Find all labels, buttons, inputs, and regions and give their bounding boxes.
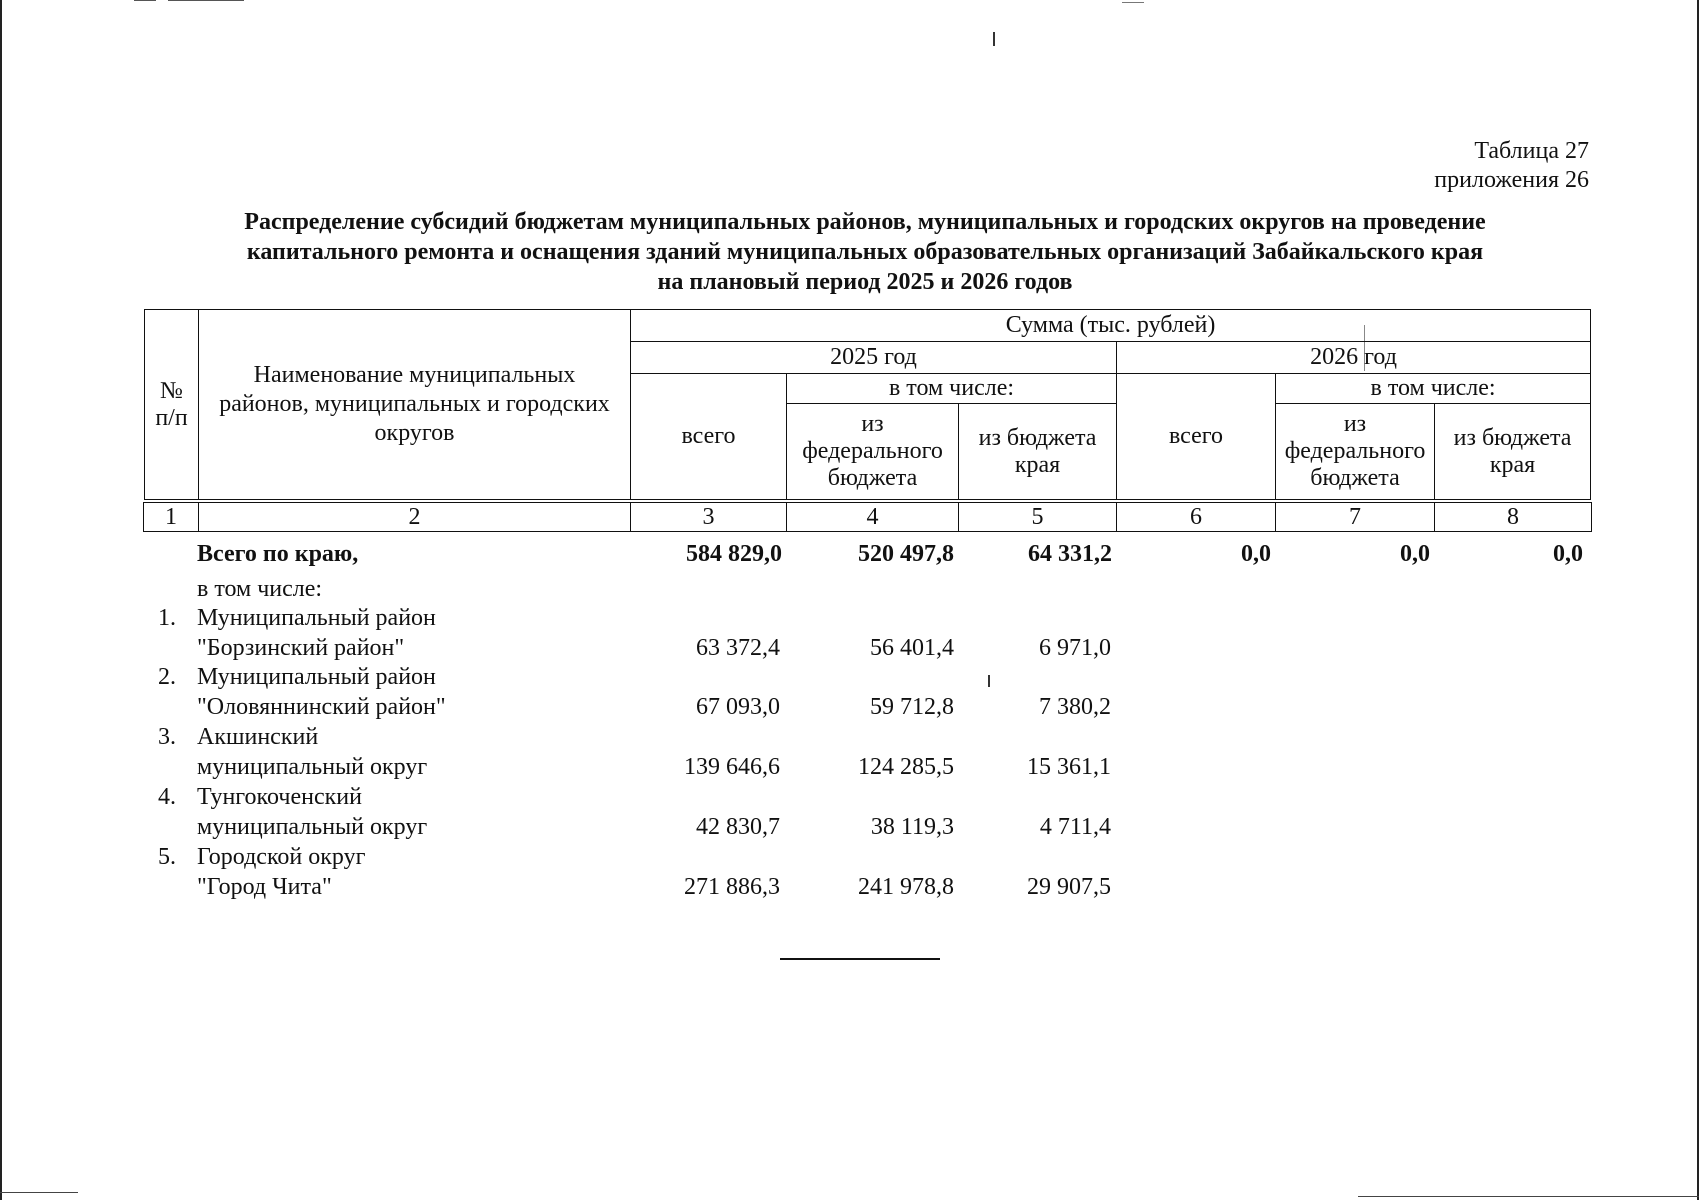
- header-regional-2025: из бюджета края: [959, 404, 1117, 500]
- row-number: 4.: [158, 784, 176, 810]
- row-name: Муниципальный район: [197, 605, 436, 631]
- row-name: муниципальный округ: [197, 814, 428, 840]
- row-number: 5.: [158, 844, 176, 870]
- row-regional: 15 361,1: [1027, 754, 1111, 780]
- totals-value: 64 331,2: [1028, 541, 1112, 567]
- row-regional: 6 971,0: [1039, 635, 1111, 661]
- table-reference: [1434, 137, 1589, 195]
- scan-border-left: [0, 0, 2, 1200]
- column-number: 8: [1435, 503, 1592, 532]
- row-number: 2.: [158, 664, 176, 690]
- scan-mark: [0, 1192, 78, 1193]
- column-number: 6: [1117, 503, 1276, 532]
- row-number: 3.: [158, 724, 176, 750]
- title-line-3: на плановый период 2025 и 2026 годов: [657, 269, 1073, 295]
- scan-speck: [993, 32, 995, 46]
- column-number: 5: [959, 503, 1117, 532]
- header-total-2025: всего: [631, 374, 787, 500]
- row-total: 271 886,3: [684, 874, 780, 900]
- header-table: [144, 309, 1591, 500]
- header-total-2026: всего: [1117, 374, 1276, 500]
- column-number: 7: [1276, 503, 1435, 532]
- row-name: Акшинский: [197, 724, 319, 750]
- totals-value: 520 497,8: [858, 541, 954, 567]
- column-number: 1: [144, 503, 199, 532]
- row-regional: 29 907,5: [1027, 874, 1111, 900]
- scan-mark: [168, 0, 244, 1]
- header-sum: Сумма (тыс. рублей): [631, 310, 1591, 342]
- row-name: Муниципальный район: [197, 664, 436, 690]
- row-name: Тунгокоченский: [197, 784, 362, 810]
- header-year-2026: 2026 год: [1117, 342, 1591, 374]
- closing-rule: [780, 958, 940, 960]
- title-line-1: Распределение субсидий бюджетам муниципальных районов, муниципальных и городских округов на проведение: [244, 209, 1486, 235]
- row-total: 63 372,4: [696, 635, 780, 661]
- row-total: 67 093,0: [696, 694, 780, 720]
- scan-mark: [1122, 2, 1144, 3]
- row-federal: 59 712,8: [870, 694, 954, 720]
- header-num: № п/п: [145, 310, 199, 500]
- header-including-2025: в том числе:: [787, 374, 1117, 404]
- totals-value: 584 829,0: [686, 541, 782, 567]
- row-federal: 124 285,5: [858, 754, 954, 780]
- column-number: 4: [787, 503, 959, 532]
- row-total: 42 830,7: [696, 814, 780, 840]
- title-line-2: капитального ремонта и оснащения зданий муниципальных образовательных организаций Забайкальского края: [246, 239, 1484, 265]
- column-number: 2: [199, 503, 631, 532]
- document-title: [140, 207, 1590, 297]
- row-name: "Оловяннинский район": [197, 694, 446, 720]
- column-number: 3: [631, 503, 787, 532]
- row-name: муниципальный округ: [197, 754, 428, 780]
- header-regional-2026: из бюджета края: [1435, 404, 1591, 500]
- scan-mark: [134, 0, 156, 1]
- header-federal-2026: из федерального бюджета: [1276, 404, 1435, 500]
- row-regional: 7 380,2: [1039, 694, 1111, 720]
- header-year-2025: 2025 год: [631, 342, 1117, 374]
- totals-label: Всего по краю,: [197, 541, 359, 567]
- row-name: "Борзинский район": [197, 635, 405, 661]
- header-name: Наименование муниципальных районов, муниципальных и городских округов: [199, 310, 631, 500]
- row-federal: 241 978,8: [858, 874, 954, 900]
- row-name: "Город Чита": [197, 874, 332, 900]
- scan-speck: [988, 675, 990, 687]
- row-name: Городской округ: [197, 844, 366, 870]
- appendix-number: приложения 26: [1434, 167, 1589, 193]
- scan-mark: [1358, 1196, 1699, 1197]
- totals-value: 0,0: [1241, 541, 1271, 567]
- row-number: 1.: [158, 605, 176, 631]
- row-regional: 4 711,4: [1039, 814, 1111, 840]
- row-federal: 38 119,3: [870, 814, 954, 840]
- including-label: в том числе:: [197, 576, 323, 602]
- header-federal-2025: из федерального бюджета: [787, 404, 959, 500]
- column-numbers-row: [143, 502, 1592, 532]
- totals-value: 0,0: [1400, 541, 1430, 567]
- row-total: 139 646,6: [684, 754, 780, 780]
- table-number: Таблица 27: [1474, 138, 1589, 164]
- totals-value: 0,0: [1553, 541, 1583, 567]
- row-federal: 56 401,4: [870, 635, 954, 661]
- header-including-2026: в том числе:: [1276, 374, 1591, 404]
